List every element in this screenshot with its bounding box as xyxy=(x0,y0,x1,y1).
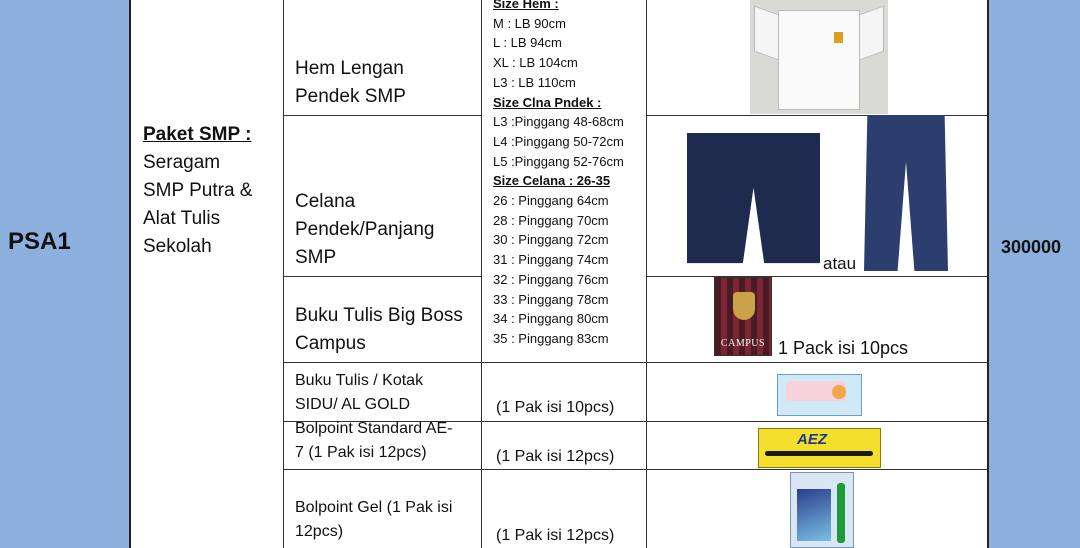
size-celana-row: 28 : Pinggang 70cm xyxy=(493,212,609,228)
images-column xyxy=(647,0,987,548)
gel-pen-box-artwork xyxy=(797,489,831,541)
size-hem-row: L3 : LB 110cm xyxy=(493,74,576,90)
notebook-label: CAMPUS xyxy=(720,338,766,349)
item-name-line: Celana xyxy=(295,191,356,212)
size-pendek-heading: Size Clna Pndek : xyxy=(493,94,602,110)
item-name-line: Bolpoint Standard AE- xyxy=(295,420,453,437)
divider xyxy=(647,469,987,470)
item-name-line: 12pcs) xyxy=(295,523,344,540)
size-celana-row: 30 : Pinggang 72cm xyxy=(493,232,609,248)
shirt-image xyxy=(750,0,888,114)
divider xyxy=(482,421,646,422)
crest-icon xyxy=(733,292,755,320)
item-name-line: Pendek SMP xyxy=(295,86,406,107)
item-name-line: Bolpoint Gel (1 Pak isi xyxy=(295,499,453,516)
item-name xyxy=(295,369,423,417)
divider xyxy=(647,421,987,422)
size-chart xyxy=(493,0,624,349)
item-row-buku-sidu xyxy=(284,363,481,422)
price-cell xyxy=(987,0,1080,548)
ballpoint-pack-image xyxy=(758,428,881,468)
divider xyxy=(482,362,646,363)
item-name-line: SIDU/ AL GOLD xyxy=(295,396,410,413)
item-name xyxy=(295,496,452,544)
item-row-bolpoint-standard xyxy=(284,422,481,470)
divider xyxy=(647,362,987,363)
item-name xyxy=(295,302,463,358)
size-celana-row: 34 : Pinggang 80cm xyxy=(493,311,609,327)
size-hem-row: M : LB 90cm xyxy=(493,15,566,31)
item-row-buku-campus xyxy=(284,277,481,363)
package-line: Seragam xyxy=(143,152,221,173)
shorts-image xyxy=(687,133,820,270)
pen-icon xyxy=(765,451,873,456)
item-row-bolpoint-gel xyxy=(284,470,481,548)
school-badge-icon xyxy=(834,32,843,43)
size-pendek-row: L4 :Pinggang 50-72cm xyxy=(493,133,624,149)
package-line: Sekolah xyxy=(143,236,212,257)
trousers-image xyxy=(864,115,948,271)
size-hem-row: L : LB 94cm xyxy=(493,35,562,51)
size-pendek-row: L5 :Pinggang 52-76cm xyxy=(493,153,624,169)
size-hem-row: XL : LB 104cm xyxy=(493,55,578,71)
package-description-cell xyxy=(131,0,284,548)
size-celana-row: 31 : Pinggang 74cm xyxy=(493,252,609,268)
item-row-celana xyxy=(284,116,481,277)
size-celana-row: 35 : Pinggang 83cm xyxy=(493,330,609,346)
package-line: SMP Putra & xyxy=(143,180,253,201)
size-celana-row: 32 : Pinggang 76cm xyxy=(493,271,609,287)
package-code: PSA1 xyxy=(8,228,71,255)
item-name-line: Buku Tulis / Kotak xyxy=(295,372,424,389)
item-name-line: Hem Lengan xyxy=(295,58,404,79)
divider xyxy=(647,276,987,277)
item-name-line: Buku Tulis Big Boss xyxy=(295,305,463,326)
pak-note: (1 Pak isi 12pcs) xyxy=(496,448,615,465)
sizes-column xyxy=(481,0,647,548)
item-row-hem xyxy=(284,0,481,116)
size-celana-row: 26 : Pinggang 64cm xyxy=(493,193,609,209)
notebook-box-image xyxy=(777,374,862,416)
notebook-image xyxy=(714,277,772,356)
package-line: Alat Tulis xyxy=(143,208,221,229)
pen-pack-label: AEZ xyxy=(797,431,827,448)
pak-note: (1 Pak isi 12pcs) xyxy=(496,527,615,544)
gel-pen-pack-image xyxy=(790,472,854,548)
size-hem-heading: Size Hem : xyxy=(493,0,559,11)
pak-note: (1 Pak isi 10pcs) xyxy=(496,399,615,416)
atau-label: atau xyxy=(823,254,857,273)
size-pendek-row: L3 :Pinggang 48-68cm xyxy=(493,114,624,130)
size-celana-row: 33 : Pinggang 78cm xyxy=(493,291,609,307)
box-artwork-dot xyxy=(832,385,846,399)
item-name xyxy=(295,417,452,465)
package-title: Paket SMP : xyxy=(143,124,252,145)
pack-note: 1 Pack isi 10pcs xyxy=(778,338,909,358)
package-description xyxy=(143,121,252,261)
size-celana-heading: Size Celana : 26-35 xyxy=(493,173,611,189)
item-name-line: 7 (1 Pak isi 12pcs) xyxy=(295,444,427,461)
divider xyxy=(482,469,646,470)
item-name-line: Pendek/Panjang xyxy=(295,219,435,240)
package-code-cell xyxy=(0,0,131,548)
item-name xyxy=(295,55,406,111)
item-name-line: Campus xyxy=(295,333,366,354)
price-value: 300000 xyxy=(1001,237,1062,257)
gel-pen-icon xyxy=(837,483,845,543)
item-name xyxy=(295,188,434,272)
item-names-column xyxy=(284,0,481,548)
shirt-body xyxy=(778,10,860,110)
item-name-line: SMP xyxy=(295,247,337,268)
